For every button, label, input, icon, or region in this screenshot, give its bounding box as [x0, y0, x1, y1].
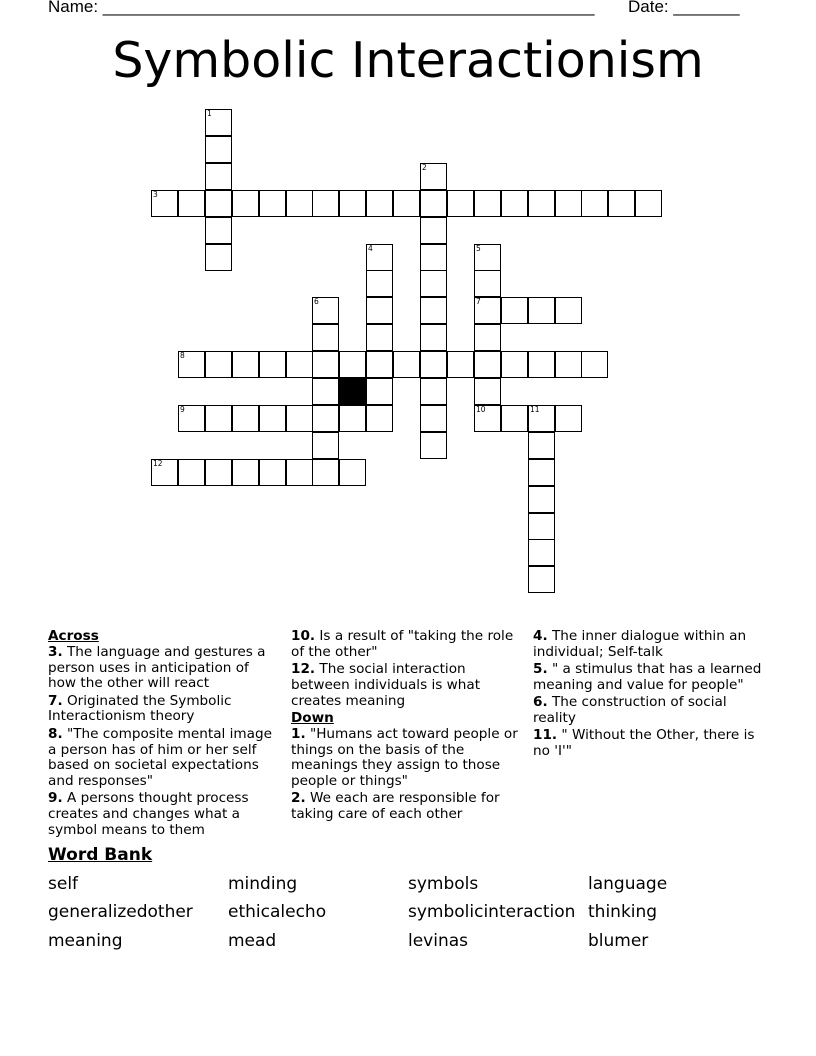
word-bank-item: symbols — [408, 874, 479, 894]
across-heading: Across — [48, 628, 99, 644]
crossword-cell[interactable] — [474, 351, 501, 378]
clue-down-6 — [533, 695, 769, 727]
clue-text: " Without the Other, there is no 'I'" — [533, 727, 755, 760]
crossword-cell[interactable] — [420, 270, 447, 297]
clue-down-4 — [533, 629, 769, 661]
clue-number: 6. — [533, 694, 548, 711]
clue-down-11 — [533, 728, 769, 760]
clue-text: The language and gestures a person uses in anticipation of how the other will react — [48, 643, 266, 692]
crossword-cell[interactable] — [581, 190, 608, 217]
word-bank-item: symbolicinteraction — [408, 902, 576, 922]
crossword-cell[interactable] — [178, 351, 205, 378]
clue-number: 4. — [533, 628, 548, 644]
crossword-cell[interactable] — [474, 190, 501, 217]
crossword-cell[interactable] — [286, 459, 313, 486]
crossword-cell[interactable] — [420, 244, 447, 271]
crossword-cell[interactable] — [420, 351, 447, 378]
crossword-cell[interactable] — [205, 351, 232, 378]
crossword-cell[interactable] — [151, 190, 178, 217]
word-bank-item: blumer — [588, 931, 649, 951]
crossword-cell[interactable] — [312, 190, 339, 217]
crossword-cell[interactable] — [286, 351, 313, 378]
clue-number: 7. — [48, 692, 63, 709]
crossword-cell[interactable] — [447, 351, 474, 378]
clue-text: "The composite mental image a person has of him or her self based on societal expectations and responses" — [48, 725, 272, 790]
clues-column-3 — [533, 629, 769, 761]
crossword-cell[interactable] — [205, 109, 232, 136]
word-bank-item: levinas — [408, 931, 469, 951]
crossword-cell[interactable] — [366, 351, 393, 378]
crossword-cell[interactable] — [474, 270, 501, 297]
clue-down-2 — [291, 791, 519, 823]
word-bank-item: meaning — [48, 931, 123, 951]
clue-number: 12. — [291, 661, 316, 678]
down-heading: Down — [291, 709, 334, 726]
crossword-cell[interactable] — [366, 297, 393, 324]
clue-number: 1. — [291, 725, 306, 742]
clue-number: 3. — [48, 643, 63, 660]
cell-number: 11 — [530, 405, 540, 414]
crossword-cell[interactable] — [501, 351, 528, 378]
crossword-cell[interactable] — [420, 324, 447, 351]
crossword-cell[interactable] — [474, 378, 501, 405]
crossword-cell[interactable] — [420, 297, 447, 324]
crossword-cell[interactable] — [151, 459, 178, 486]
crossword-cell[interactable] — [205, 190, 232, 217]
crossword-cell[interactable] — [205, 136, 232, 163]
crossword-cell[interactable] — [178, 459, 205, 486]
crossword-cell[interactable] — [366, 244, 393, 271]
word-bank-item: mead — [228, 931, 277, 951]
clues-column-2 — [291, 629, 519, 825]
crossword-cell[interactable] — [581, 351, 608, 378]
clue-text: Is a result of "taking the role of the other" — [291, 628, 514, 660]
word-bank-item: minding — [228, 874, 298, 894]
cell-number: 12 — [153, 459, 163, 468]
cell-number: 6 — [314, 297, 319, 306]
crossword-cell[interactable] — [339, 190, 366, 217]
crossword-cell[interactable] — [232, 351, 259, 378]
crossword-cell[interactable] — [528, 486, 555, 513]
crossword-cell[interactable] — [528, 432, 555, 459]
crossword-cell[interactable] — [420, 190, 447, 217]
clues-column-1 — [48, 629, 280, 840]
word-bank-item: language — [588, 874, 668, 894]
crossword-cell[interactable] — [528, 459, 555, 486]
crossword-cell[interactable] — [366, 190, 393, 217]
crossword-cell[interactable] — [474, 244, 501, 271]
clue-text: " a stimulus that has a learned meaning and value for people" — [533, 661, 762, 693]
crossword-cell[interactable] — [555, 351, 582, 378]
crossword-cell[interactable] — [555, 190, 582, 217]
clue-down-5 — [533, 662, 769, 694]
crossword-cell[interactable] — [259, 459, 286, 486]
crossword-cell[interactable] — [528, 539, 555, 566]
crossword-cell[interactable] — [420, 217, 447, 244]
crossword-cell[interactable] — [420, 378, 447, 405]
crossword-cell[interactable] — [205, 217, 232, 244]
crossword-cell[interactable] — [259, 405, 286, 432]
crossword-cell[interactable] — [528, 351, 555, 378]
cell-number: 1 — [207, 109, 212, 118]
crossword-cell[interactable] — [286, 190, 313, 217]
crossword-cell[interactable] — [474, 297, 501, 324]
crossword-cell[interactable] — [205, 244, 232, 271]
cell-number: 9 — [180, 405, 185, 414]
clue-across-12 — [291, 662, 519, 709]
cell-number: 4 — [368, 244, 373, 253]
crossword-cell[interactable] — [312, 378, 339, 405]
crossword-cell[interactable] — [420, 405, 447, 432]
clue-number: 10. — [291, 628, 316, 644]
clue-number: 11. — [533, 727, 558, 744]
crossword-cell[interactable] — [205, 405, 232, 432]
cell-number: 10 — [476, 405, 486, 414]
crossword-cell[interactable] — [232, 459, 259, 486]
clue-number: 9. — [48, 790, 63, 807]
clue-number: 2. — [291, 790, 306, 807]
crossword-cell[interactable] — [393, 190, 420, 217]
crossword-cell[interactable] — [312, 432, 339, 459]
crossword-cell[interactable] — [393, 351, 420, 378]
crossword-cell[interactable] — [366, 405, 393, 432]
word-bank-item: thinking — [588, 902, 658, 922]
crossword-cell[interactable] — [205, 163, 232, 190]
word-bank-title: Word Bank — [48, 845, 153, 865]
crossword-cell[interactable] — [259, 190, 286, 217]
crossword-cell[interactable] — [232, 190, 259, 217]
word-bank-item: generalizedother — [48, 902, 193, 922]
cell-number: 8 — [180, 351, 185, 360]
crossword-cell[interactable] — [528, 297, 555, 324]
crossword-cell[interactable] — [286, 405, 313, 432]
word-bank-item: self — [48, 874, 79, 894]
cell-number: 7 — [476, 297, 481, 306]
crossword-cell[interactable] — [366, 324, 393, 351]
crossword-cell[interactable] — [501, 297, 528, 324]
crossword-cell[interactable] — [259, 351, 286, 378]
clue-text: Originated the Symbolic Interactionism theory — [48, 692, 232, 725]
crossword-cell[interactable] — [232, 405, 259, 432]
crossword-cell[interactable] — [339, 459, 366, 486]
crossword-cell[interactable] — [447, 190, 474, 217]
clue-text: The inner dialogue within an individual; Self-talk — [533, 628, 747, 660]
crossword-cell[interactable] — [608, 190, 635, 217]
crossword-cell[interactable] — [555, 297, 582, 324]
crossword-cell[interactable] — [528, 513, 555, 540]
clue-number: 8. — [48, 725, 63, 742]
crossword-cell[interactable] — [312, 351, 339, 378]
clue-across-7 — [48, 694, 280, 726]
crossword-cell[interactable] — [312, 324, 339, 351]
clue-text: "Humans act toward people or things on the basis of the meanings they assign to those people or things" — [291, 725, 518, 790]
cell-number: 2 — [422, 163, 427, 172]
crossword-cell[interactable] — [420, 163, 447, 190]
crossword-cell[interactable] — [205, 459, 232, 486]
clue-number: 5. — [533, 661, 548, 678]
clue-text: The construction of social reality — [533, 694, 727, 726]
crossword-cell[interactable] — [339, 405, 366, 432]
crossword-cell[interactable] — [178, 405, 205, 432]
crossword-cell[interactable] — [528, 190, 555, 217]
cell-number: 5 — [476, 244, 481, 253]
crossword-cell[interactable] — [339, 351, 366, 378]
page-title: Symbolic Interactionism — [112, 32, 704, 89]
clue-text: We each are responsible for taking care of each other — [291, 790, 500, 823]
crossword-cell[interactable] — [635, 190, 662, 217]
crossword-cell[interactable] — [366, 270, 393, 297]
crossword-black-cell — [339, 378, 366, 405]
clue-text: A persons thought process creates and changes what a symbol means to them — [48, 790, 249, 839]
date-field-label: Date: _______ — [628, 0, 740, 16]
crossword-cell[interactable] — [312, 405, 339, 432]
crossword-cell[interactable] — [312, 459, 339, 486]
crossword-cell[interactable] — [501, 190, 528, 217]
crossword-cell[interactable] — [528, 566, 555, 593]
crossword-cell[interactable] — [420, 432, 447, 459]
crossword-cell[interactable] — [528, 405, 555, 432]
clue-across-8 — [48, 727, 280, 790]
clue-across-3 — [48, 645, 280, 692]
crossword-cell[interactable] — [474, 405, 501, 432]
crossword-cell[interactable] — [312, 297, 339, 324]
crossword-cell[interactable] — [555, 405, 582, 432]
crossword-cell[interactable] — [501, 405, 528, 432]
word-bank-item: ethicalecho — [228, 902, 327, 922]
clue-across-9 — [48, 791, 280, 838]
clue-text: The social interaction between individuals is what creates meaning — [291, 661, 481, 709]
clue-across-10 — [291, 629, 519, 661]
crossword-cell[interactable] — [178, 190, 205, 217]
name-field-label: Name: ____________________________________________________ — [48, 0, 595, 16]
crossword-cell[interactable] — [474, 324, 501, 351]
cell-number: 3 — [153, 190, 158, 199]
crossword-cell[interactable] — [366, 378, 393, 405]
clue-down-1 — [291, 727, 519, 790]
